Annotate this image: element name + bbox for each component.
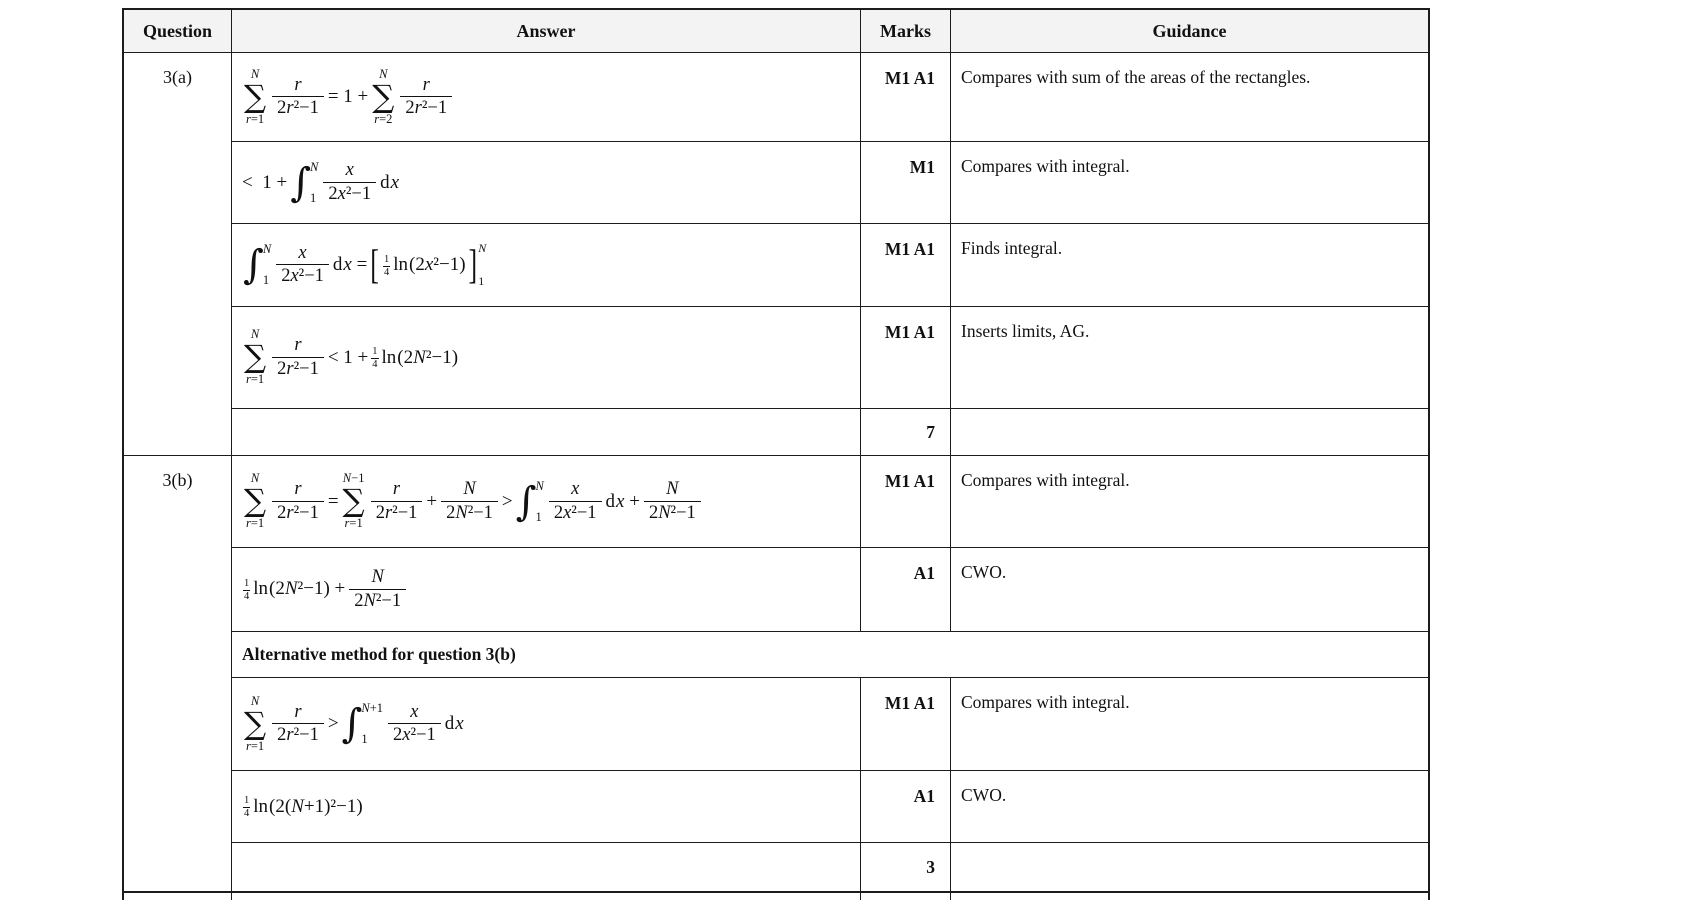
guidance-cell: Compares with integral. xyxy=(961,156,1130,176)
stub-guidance-cell xyxy=(951,893,1428,900)
integral-lower-limit: 1 xyxy=(535,509,542,524)
total-row xyxy=(232,408,1428,455)
formula xyxy=(242,794,363,818)
answer-cell xyxy=(232,678,860,770)
stub-question-cell xyxy=(124,893,232,900)
fraction-numerator: r xyxy=(392,479,401,500)
fraction-numerator: N xyxy=(371,567,384,588)
math-text: x xyxy=(390,171,400,193)
integral-limits xyxy=(310,160,318,206)
sigma-symbol: ∑ xyxy=(244,705,267,742)
math-text: x = xyxy=(343,254,368,275)
sum-upper-limit: N xyxy=(250,327,260,342)
fraction-denominator: 4 xyxy=(244,590,250,602)
answer-row xyxy=(232,141,1428,223)
guidance-cell: Finds integral. xyxy=(961,238,1063,258)
guidance-cell-empty xyxy=(951,843,1428,891)
sum-lower-limit: r=2 xyxy=(374,111,393,126)
fraction-denominator: 2r²−1 xyxy=(400,96,452,119)
math-upright: d xyxy=(605,490,616,512)
fraction-denominator: 4 xyxy=(372,359,378,370)
math-upright: d xyxy=(332,254,343,275)
guidance-cell: CWO. xyxy=(961,785,1007,805)
small-fraction xyxy=(371,346,378,370)
fraction-denominator: 2N²−1 xyxy=(644,501,701,524)
guidance-cell: Compares with sum of the areas of the rectangles. xyxy=(961,67,1311,87)
formula xyxy=(242,695,464,754)
formula xyxy=(242,68,454,127)
answer-cell xyxy=(232,548,860,631)
sigma-summation xyxy=(244,472,266,531)
integral-upper-limit: N+1 xyxy=(361,701,384,715)
integral xyxy=(243,242,271,288)
question-group xyxy=(124,52,1428,455)
fraction xyxy=(644,479,701,523)
sigma-symbol: ∑ xyxy=(342,483,365,519)
fraction-numerator: x xyxy=(571,479,580,500)
fraction-numerator: r xyxy=(294,479,302,500)
math-text: (2N²−1) + xyxy=(269,578,346,600)
sigma-summation xyxy=(244,328,266,387)
fraction-numerator: x xyxy=(298,242,307,263)
right-bracket-with-limits xyxy=(468,241,487,289)
guidance-cell: Inserts limits, AG. xyxy=(961,321,1090,341)
marks-cell: A1 xyxy=(860,548,951,631)
fraction-denominator: 4 xyxy=(383,266,390,278)
guidance-cell-empty xyxy=(951,409,1428,455)
header-marks: Marks xyxy=(860,10,951,52)
left-bracket: [ xyxy=(370,241,379,288)
math-text: x xyxy=(455,713,464,734)
math-text: < 1 + xyxy=(327,346,369,368)
answer-row xyxy=(232,770,1428,842)
math-text: (2x²−1) xyxy=(409,254,466,275)
table-body xyxy=(124,52,1428,891)
integral-sign: ∫ xyxy=(243,242,264,288)
math-upright: ln xyxy=(253,578,269,600)
marks-cell: M1 A1 xyxy=(860,307,951,408)
answer-cell xyxy=(232,771,860,842)
integral-sign: ∫ xyxy=(290,159,312,206)
integral-sign: ∫ xyxy=(341,701,363,747)
sigma-summation xyxy=(244,68,266,127)
formula xyxy=(242,472,703,531)
marks-cell: M1 A1 xyxy=(860,678,951,770)
answer-row xyxy=(232,456,1428,547)
fraction-numerator: 1 xyxy=(244,795,250,807)
fraction-denominator: 2r²−1 xyxy=(272,96,324,119)
fraction xyxy=(276,243,329,287)
fraction-denominator: 2r²−1 xyxy=(272,357,324,380)
integral-upper-limit: N xyxy=(535,478,544,493)
math-text: (2(N+1)²−1) xyxy=(269,795,363,817)
sum-upper-limit: N xyxy=(250,66,260,81)
mark-scheme-table xyxy=(122,8,1430,900)
fraction-numerator: r xyxy=(294,701,302,722)
fraction xyxy=(400,75,452,119)
answer-cell xyxy=(232,456,860,547)
fraction-numerator: 1 xyxy=(244,578,250,590)
math-upright: ln xyxy=(381,346,397,368)
fraction-denominator: 2r²−1 xyxy=(272,501,324,524)
answer-cell xyxy=(232,307,860,408)
stub-answer-cell xyxy=(232,893,860,900)
stub-marks-cell xyxy=(860,893,951,900)
sigma-summation xyxy=(343,472,365,531)
math-upright: ln xyxy=(253,795,269,817)
guidance-cell: CWO. xyxy=(961,562,1007,582)
answer-row xyxy=(232,223,1428,306)
answer-row xyxy=(232,53,1428,141)
header-question: Question xyxy=(124,10,232,52)
fraction-numerator: N xyxy=(666,479,679,500)
answer-cell xyxy=(232,53,860,141)
integral xyxy=(290,160,318,206)
marks-cell: M1 A1 xyxy=(860,224,951,306)
math-text: = 1 + xyxy=(327,86,369,107)
math-upright: ln xyxy=(393,254,408,275)
sum-lower-limit: r=1 xyxy=(245,372,265,386)
fraction xyxy=(388,702,441,746)
question-rows xyxy=(232,53,1428,455)
question-rows xyxy=(232,456,1428,891)
total-marks: 3 xyxy=(860,843,951,891)
fraction xyxy=(272,335,324,379)
integral-upper-limit: N xyxy=(262,242,272,256)
answer-cell xyxy=(232,224,860,306)
fraction-numerator: r xyxy=(294,74,302,95)
sigma-symbol: ∑ xyxy=(244,339,267,375)
integral-limits xyxy=(263,242,271,288)
table-header-row xyxy=(124,10,1428,52)
question-cell: 3(a) xyxy=(124,53,232,455)
total-row xyxy=(232,842,1428,891)
formula xyxy=(242,241,486,289)
sum-lower-limit: r=1 xyxy=(245,111,265,126)
fraction-denominator: 2N²−1 xyxy=(441,501,498,524)
small-fraction xyxy=(383,254,390,278)
sum-upper-limit: N−1 xyxy=(342,471,365,486)
fraction-denominator: 2r²−1 xyxy=(272,723,324,746)
sigma-symbol: ∑ xyxy=(244,483,267,519)
fraction xyxy=(349,567,406,611)
bracket-lower-limit: 1 xyxy=(478,274,485,288)
sigma-symbol: ∑ xyxy=(372,78,395,115)
fraction-denominator: 2N²−1 xyxy=(349,589,406,612)
question-group xyxy=(124,455,1428,891)
answer-row xyxy=(232,677,1428,770)
fraction-denominator: 4 xyxy=(244,808,250,819)
marks-cell: M1 A1 xyxy=(860,456,951,547)
fraction xyxy=(371,479,423,523)
guidance-cell: Compares with integral. xyxy=(961,470,1130,490)
marks-cell: M1 xyxy=(860,142,951,223)
math-text: < 1 + xyxy=(242,171,288,193)
answer-cell xyxy=(232,142,860,223)
sum-lower-limit: r=1 xyxy=(245,516,265,530)
fraction-denominator: 2r²−1 xyxy=(371,501,423,524)
sum-upper-limit: N xyxy=(250,471,260,486)
formula xyxy=(242,567,408,611)
fraction-numerator: r xyxy=(294,335,302,356)
fraction xyxy=(441,479,498,523)
fraction-numerator: r xyxy=(422,74,430,95)
math-upright: d xyxy=(380,171,390,193)
integral-upper-limit: N xyxy=(310,159,319,174)
small-fraction xyxy=(243,578,250,602)
integral-lower-limit: 1 xyxy=(361,732,368,746)
integral-sign: ∫ xyxy=(515,478,537,525)
integral xyxy=(342,701,384,747)
fraction xyxy=(272,479,324,523)
math-text: = xyxy=(327,490,339,512)
fraction-numerator: x xyxy=(345,160,354,181)
fraction-numerator: x xyxy=(410,701,419,722)
formula xyxy=(242,160,399,206)
fraction-numerator: 1 xyxy=(372,346,378,358)
fraction xyxy=(272,702,324,746)
math-text: (2N²−1) xyxy=(397,346,459,368)
sum-lower-limit: r=1 xyxy=(245,738,265,753)
math-upright: d xyxy=(444,713,455,734)
integral xyxy=(516,479,544,525)
question-cell: 3(b) xyxy=(124,456,232,891)
integral-lower-limit: 1 xyxy=(310,190,317,205)
header-guidance: Guidance xyxy=(1152,20,1227,41)
fraction xyxy=(549,479,602,523)
sum-upper-limit: N xyxy=(379,66,388,81)
integral-lower-limit: 1 xyxy=(262,273,270,287)
fraction xyxy=(323,160,376,204)
math-text: x + xyxy=(616,490,640,512)
fraction-denominator: 2x²−1 xyxy=(549,501,602,524)
sum-upper-limit: N xyxy=(250,693,260,708)
header-answer: Answer xyxy=(516,20,576,41)
integral-limits xyxy=(535,479,543,525)
fraction-denominator: 2x²−1 xyxy=(388,723,441,746)
alt-method-row: Alternative method for question 3(b) xyxy=(232,631,1428,677)
answer-cell-empty xyxy=(232,843,860,891)
answer-row xyxy=(232,547,1428,631)
integral-limits xyxy=(361,701,383,747)
fraction-denominator: 2x²−1 xyxy=(276,264,329,287)
total-marks: 7 xyxy=(860,409,951,455)
math-text: + xyxy=(426,490,438,512)
fraction xyxy=(272,75,324,119)
fraction-numerator: N xyxy=(463,479,476,500)
marks-cell: A1 xyxy=(860,771,951,842)
math-text: > xyxy=(327,713,339,734)
right-bracket: ] xyxy=(468,241,478,288)
sigma-summation xyxy=(244,695,266,754)
fraction-numerator: 1 xyxy=(383,253,390,265)
guidance-cell: Compares with integral. xyxy=(961,692,1130,712)
bracket-limits xyxy=(478,241,486,289)
sigma-symbol: ∑ xyxy=(244,78,267,115)
marks-cell: M1 A1 xyxy=(860,53,951,141)
answer-cell-empty xyxy=(232,409,860,455)
sum-lower-limit: r=1 xyxy=(344,516,363,530)
small-fraction xyxy=(243,795,250,819)
math-text: > xyxy=(501,490,513,512)
fraction-denominator: 2x²−1 xyxy=(323,182,376,205)
answer-row xyxy=(232,306,1428,408)
bracket-upper-limit: N xyxy=(478,241,487,255)
sigma-summation xyxy=(372,68,394,127)
formula xyxy=(242,328,458,387)
